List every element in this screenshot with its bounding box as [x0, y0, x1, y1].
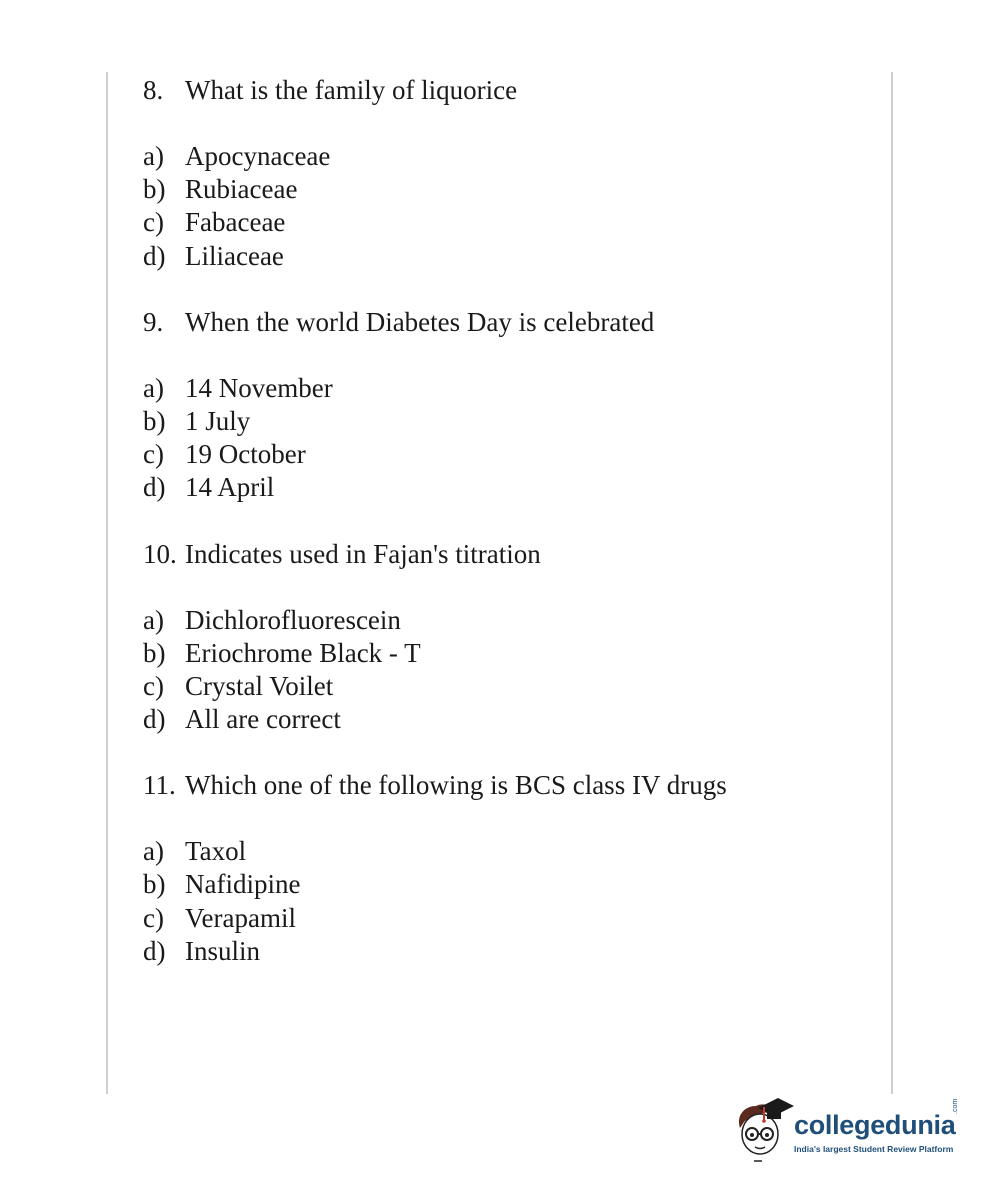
option-text: Crystal Voilet — [185, 670, 334, 701]
option-b — [143, 637, 883, 670]
option-text: Verapamil — [185, 902, 296, 933]
collegedunia-logo — [734, 1094, 964, 1166]
question-text: What is the family of liquorice — [185, 75, 518, 105]
question-text: Which one of the following is BCS class IV drugs — [185, 770, 727, 801]
question-line — [143, 74, 883, 107]
question-number: 10. — [143, 538, 177, 569]
option-c — [143, 438, 883, 471]
logo-wordmark: collegedunia — [794, 1110, 956, 1140]
option-letter: d) — [143, 935, 166, 966]
option-text: All are correct — [185, 704, 341, 735]
question-list — [143, 74, 883, 1001]
option-letter: a) — [143, 141, 164, 171]
option-text: Liliaceae — [185, 240, 284, 271]
option-text: Dichlorofluorescein — [185, 604, 401, 635]
option-text: Rubiaceae — [185, 174, 298, 205]
option-letter: c) — [143, 207, 164, 238]
option-a — [143, 372, 883, 405]
question-number: 11. — [143, 770, 176, 801]
left-margin-rule — [106, 72, 108, 1094]
question-line — [143, 306, 883, 339]
right-margin-rule — [891, 72, 893, 1094]
mascot-icon — [734, 1094, 794, 1164]
option-letter: d) — [143, 240, 166, 271]
question-text: When the world Diabetes Day is celebrated — [185, 306, 655, 337]
option-letter: c) — [143, 670, 164, 701]
option-d — [143, 935, 883, 968]
option-a — [143, 835, 883, 868]
option-list — [143, 604, 883, 737]
logo-suffix: .com — [952, 1098, 959, 1114]
option-d — [143, 471, 883, 504]
option-b — [143, 173, 883, 206]
option-d — [143, 240, 883, 273]
option-text: Nafidipine — [185, 869, 301, 900]
question-9 — [143, 306, 883, 505]
option-text: 14 November — [185, 372, 333, 403]
question-11 — [143, 769, 883, 968]
option-text: 14 April — [185, 472, 275, 503]
option-c — [143, 670, 883, 703]
option-d — [143, 703, 883, 736]
option-text: 1 July — [185, 405, 251, 436]
logo-tagline: India's largest Student Review Platform — [794, 1144, 954, 1154]
option-text: Eriochrome Black - T — [185, 637, 421, 668]
question-number: 8. — [143, 75, 164, 105]
option-letter: b) — [143, 637, 166, 668]
option-letter: a) — [143, 372, 164, 403]
option-list — [143, 372, 883, 505]
option-a — [143, 140, 883, 173]
option-letter: a) — [143, 836, 164, 867]
option-c — [143, 206, 883, 239]
option-letter: d) — [143, 472, 166, 503]
option-letter: a) — [143, 604, 164, 635]
option-text: Taxol — [185, 836, 247, 867]
option-letter: c) — [143, 902, 164, 933]
option-b — [143, 405, 883, 438]
option-letter: d) — [143, 704, 166, 735]
question-number: 9. — [143, 306, 164, 337]
option-text: 19 October — [185, 439, 306, 470]
option-letter: b) — [143, 174, 166, 205]
option-text: Insulin — [185, 935, 261, 966]
question-text: Indicates used in Fajan's titration — [185, 538, 541, 569]
option-text: Apocynaceae — [185, 141, 331, 171]
question-line — [143, 538, 883, 571]
option-a — [143, 604, 883, 637]
option-list — [143, 835, 883, 968]
option-b — [143, 868, 883, 901]
option-list — [143, 140, 883, 273]
option-letter: b) — [143, 405, 166, 436]
question-8 — [143, 74, 883, 273]
option-c — [143, 902, 883, 935]
option-letter: c) — [143, 439, 164, 470]
option-letter: b) — [143, 869, 166, 900]
option-text: Fabaceae — [185, 207, 286, 238]
question-10 — [143, 538, 883, 737]
question-line — [143, 769, 883, 802]
